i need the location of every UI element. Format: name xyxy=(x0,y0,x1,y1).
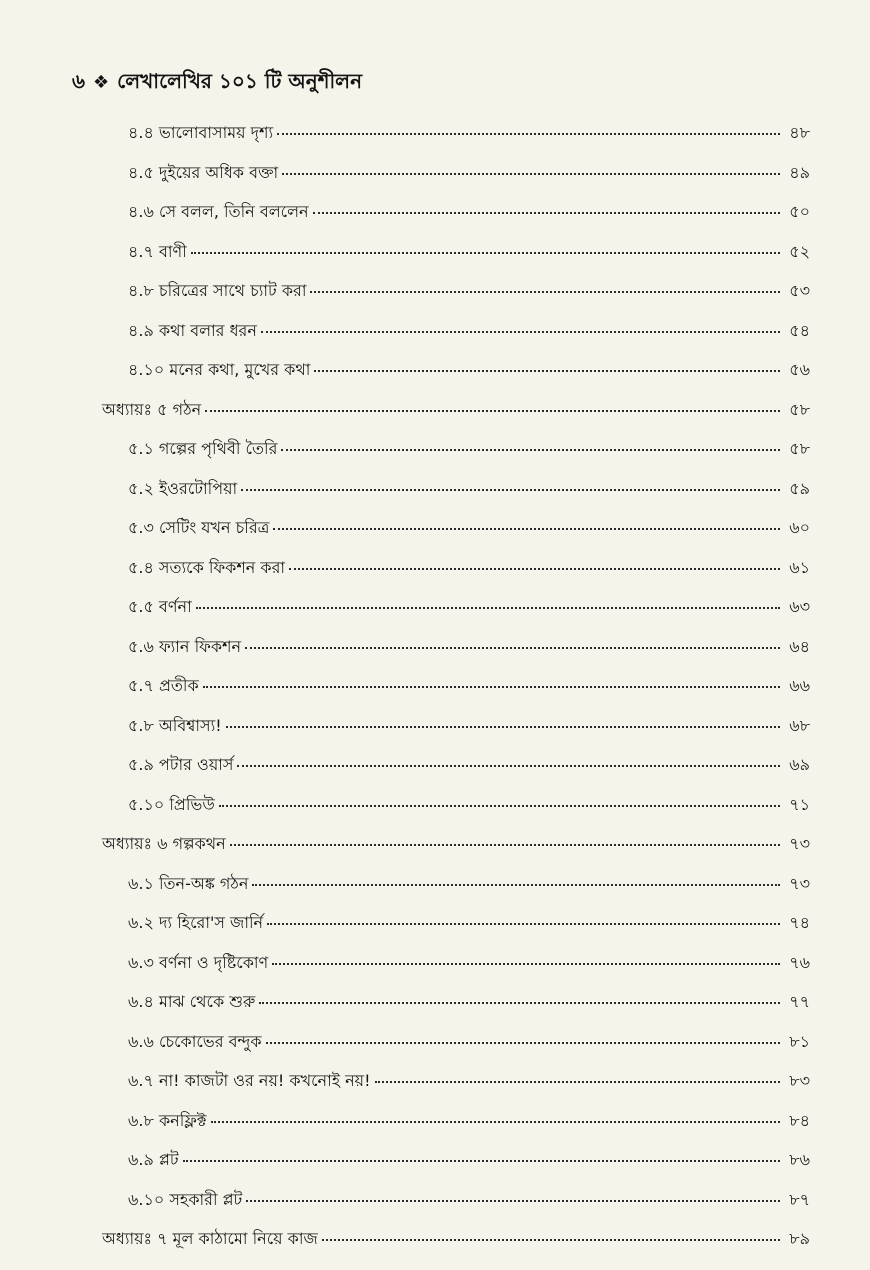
toc-entry-title: ৪.৯ কথা বলার ধরন xyxy=(128,320,257,340)
toc-entry-page-number: ৫৪ xyxy=(789,320,810,340)
dot-leader xyxy=(205,410,780,412)
toc-entry-title: ৫.৫ বর্ণনা xyxy=(128,597,192,616)
toc-entry-page-number: ৮১ xyxy=(789,1031,810,1051)
dot-leader xyxy=(203,686,780,688)
dot-leader xyxy=(230,844,780,846)
dot-leader xyxy=(211,1121,780,1123)
toc-entry-title: ৬.৬ চেকোভের বন্দুক xyxy=(128,1031,262,1051)
dot-leader xyxy=(196,607,780,609)
toc-entry-page-number: ৬৯ xyxy=(789,755,810,774)
header-page-number: ৬ xyxy=(72,68,86,93)
toc-entry-title: ৬.২ দ্য হিরো'স জার্নি xyxy=(128,913,264,932)
toc-section-entry xyxy=(72,347,810,387)
toc-section-entry xyxy=(72,426,810,466)
toc-section-entry xyxy=(72,189,810,229)
dot-leader xyxy=(375,1081,780,1083)
toc-entry-title: ৬.৯ প্লট xyxy=(128,1150,179,1169)
toc-entry-page-number: ৭৬ xyxy=(789,952,810,972)
toc-entry-title: ৫.২ ইওরটোপিয়া xyxy=(128,478,238,498)
toc-entry-page-number: ৮৬ xyxy=(789,1150,810,1169)
toc-section-entry xyxy=(72,308,810,348)
dot-leader xyxy=(314,370,780,372)
toc-entry-title: ৫.৯ পটার ওয়ার্স xyxy=(128,755,234,774)
toc-section-entry xyxy=(72,1058,810,1098)
toc-entry-title: ৪.৬ সে বলল, তিনি বললেন xyxy=(128,202,309,221)
toc-section-entry xyxy=(72,466,810,506)
dot-leader xyxy=(322,1239,780,1241)
dot-leader xyxy=(267,923,780,925)
toc-entry-title: ৬.১০ সহকারী প্লট xyxy=(128,1189,243,1209)
running-head xyxy=(72,66,810,100)
dot-leader xyxy=(259,1002,780,1004)
toc-section-entry xyxy=(72,584,810,624)
ornament-icon: ❖ xyxy=(93,72,110,93)
toc-section-entry xyxy=(72,703,810,743)
toc-entry-title: ৫.৮ অবিশ্বাস্য! xyxy=(128,715,222,735)
toc-entry-title: ৫.১০ প্রিভিউ xyxy=(128,794,215,814)
toc-entry-title: অধ্যায়ঃ ৭ মূল কাঠামো নিয়ে কাজ xyxy=(102,1229,318,1248)
toc-entry-page-number: ৬১ xyxy=(789,557,810,577)
dot-leader xyxy=(282,173,780,175)
toc-section-entry xyxy=(72,505,810,545)
toc-entry-page-number: ৫২ xyxy=(789,241,810,261)
toc-entry-page-number: ৭৩ xyxy=(789,873,810,893)
toc-section-entry xyxy=(72,1098,810,1138)
toc-entry-title: অধ্যায়ঃ ৬ গল্পকথন xyxy=(102,834,226,853)
toc-entry-title: ৫.৩ সেটিং যখন চরিত্র xyxy=(128,518,270,537)
toc-entry-page-number: ৪৯ xyxy=(789,162,810,182)
toc-section-entry xyxy=(72,979,810,1019)
toc-section-entry xyxy=(72,742,810,782)
dot-leader xyxy=(219,805,780,807)
toc-entry-title: ৪.১০ মনের কথা, মুখের কথা xyxy=(128,360,311,379)
dot-leader xyxy=(289,568,780,570)
toc-entry-page-number: ৪৮ xyxy=(789,123,810,142)
toc-section-entry xyxy=(72,1019,810,1059)
toc-entry-title: ৪.৭ বাণী xyxy=(128,241,187,261)
dot-leader xyxy=(313,212,780,214)
toc-section-entry xyxy=(72,900,810,940)
toc-entry-page-number: ৫৮ xyxy=(789,439,810,458)
toc-section-entry xyxy=(72,1137,810,1177)
toc-section-entry xyxy=(72,268,810,308)
dot-leader xyxy=(281,449,780,451)
toc-entry-page-number: ৬৬ xyxy=(789,676,810,695)
toc-chapter-entry xyxy=(72,387,810,427)
toc-section-entry xyxy=(72,624,810,664)
dot-leader xyxy=(241,489,780,491)
toc-entry-page-number: ৭৪ xyxy=(789,913,810,932)
toc-entry-page-number: ৫৬ xyxy=(789,360,810,379)
toc-entry-page-number: ৮৩ xyxy=(789,1071,810,1090)
dot-leader xyxy=(310,291,780,293)
table-of-contents xyxy=(72,110,810,1256)
toc-entry-page-number: ৫৯ xyxy=(789,478,810,498)
toc-chapter-entry xyxy=(72,1216,810,1256)
toc-entry-title: ৪.৮ চরিত্রের সাথে চ্যাট করা xyxy=(128,281,307,300)
dot-leader xyxy=(252,884,780,886)
toc-entry-page-number: ৫৩ xyxy=(789,281,810,300)
dot-leader xyxy=(245,647,780,649)
toc-entry-title: ৬.৮ কনফ্লিক্ট xyxy=(128,1110,207,1130)
toc-entry-page-number: ৭১ xyxy=(789,794,810,814)
toc-entry-title: অধ্যায়ঃ ৫ গঠন xyxy=(102,399,202,419)
dot-leader xyxy=(266,1042,780,1044)
toc-entry-title: ৬.৭ না! কাজটা ওর নয়! কখনোই নয়! xyxy=(128,1071,371,1090)
toc-entry-title: ৪.৪ ভালোবাসাময় দৃশ্য xyxy=(128,123,274,142)
toc-entry-title: ৬.৪ মাঝ থেকে শুরু xyxy=(128,992,256,1011)
toc-entry-page-number: ৮৯ xyxy=(789,1229,810,1248)
dot-leader xyxy=(261,331,780,333)
dot-leader xyxy=(273,528,780,530)
toc-entry-page-number: ৭৭ xyxy=(789,992,810,1011)
header-book-title: লেখালেখির ১০১ টি অনুশীলন xyxy=(117,68,363,93)
toc-entry-page-number: ৮৭ xyxy=(789,1189,810,1209)
dot-leader xyxy=(191,252,780,254)
toc-section-entry xyxy=(72,1177,810,1217)
toc-entry-title: ৫.৬ ফ্যান ফিকশন xyxy=(128,636,242,656)
toc-entry-title: ৬.৩ বর্ণনা ও দৃষ্টিকোণ xyxy=(128,952,269,972)
toc-section-entry xyxy=(72,110,810,150)
toc-section-entry xyxy=(72,150,810,190)
dot-leader xyxy=(237,765,780,767)
toc-entry-title: ৫.৪ সত্যকে ফিকশন করা xyxy=(128,557,286,577)
dot-leader xyxy=(272,963,780,965)
toc-section-entry xyxy=(72,940,810,980)
toc-entry-page-number: ৫০ xyxy=(789,202,810,221)
toc-section-entry xyxy=(72,545,810,585)
dot-leader xyxy=(277,133,780,135)
toc-entry-page-number: ৮৪ xyxy=(789,1110,810,1130)
dot-leader xyxy=(246,1200,780,1202)
toc-entry-title: ৫.১ গল্পের পৃথিবী তৈরি xyxy=(128,439,278,458)
toc-section-entry xyxy=(72,782,810,822)
toc-chapter-entry xyxy=(72,821,810,861)
toc-entry-page-number: ৬৩ xyxy=(789,597,810,616)
toc-entry-page-number: ৬০ xyxy=(789,518,810,537)
toc-section-entry xyxy=(72,229,810,269)
toc-entry-title: ৫.৭ প্রতীক xyxy=(128,676,199,695)
toc-section-entry xyxy=(72,861,810,901)
toc-entry-title: ৪.৫ দুইয়ের অধিক বক্তা xyxy=(128,162,279,182)
toc-entry-page-number: ৫৮ xyxy=(789,399,810,419)
toc-entry-title: ৬.১ তিন-অঙ্ক গঠন xyxy=(128,873,249,893)
dot-leader xyxy=(183,1160,780,1162)
toc-section-entry xyxy=(72,663,810,703)
toc-entry-page-number: ৭৩ xyxy=(789,834,810,853)
dot-leader xyxy=(226,726,780,728)
toc-entry-page-number: ৬৪ xyxy=(789,636,810,656)
toc-entry-page-number: ৬৮ xyxy=(789,715,810,735)
